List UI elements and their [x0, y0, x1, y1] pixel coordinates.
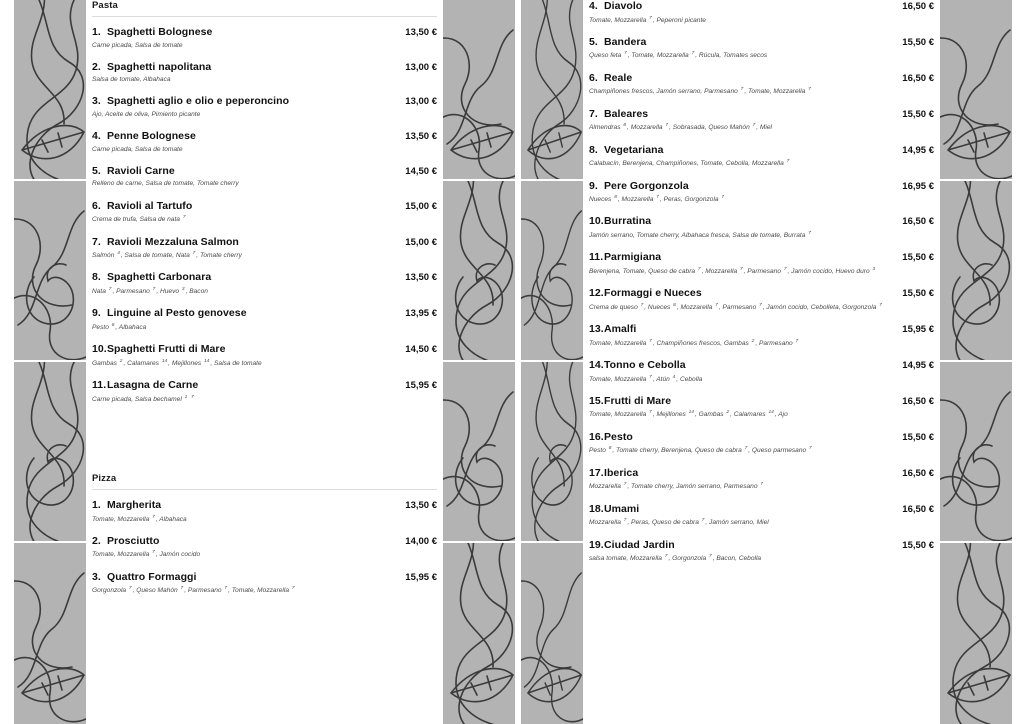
decorative-tile: [14, 543, 86, 724]
menu-item-price: 16,50 €: [902, 395, 934, 407]
menu-item: [92, 571, 437, 597]
menu-item-name: Ciudad Jardin: [604, 538, 675, 551]
menu-item-title: [589, 503, 639, 515]
menu-item-title: [589, 144, 664, 156]
menu-item-price: 14,50 €: [405, 165, 437, 177]
menu-item: [92, 307, 437, 333]
menu-item-number: 6.: [589, 71, 598, 84]
menu-item: [92, 236, 437, 262]
menu-item-price: 13,50 €: [405, 500, 437, 512]
menu-item-row: [92, 307, 437, 319]
menu-section: [92, 415, 437, 597]
menu-item-title: [589, 0, 642, 12]
menu-item-row: [589, 144, 934, 156]
decorative-tile: [443, 0, 515, 181]
menu-item-title: [589, 180, 689, 192]
menu-item-title: [589, 215, 651, 227]
menu-item-title: [589, 72, 632, 84]
menu-item-title: [92, 200, 192, 212]
menu-item-description: Crema de trufa, Salsa de nata $^7$: [92, 215, 186, 224]
menu-item-row: [92, 165, 437, 177]
menu-item-description: Pesto $^8$, Albahaca: [92, 322, 147, 331]
menu-item-description: Crema de queso $^7$, Nueces $^8$, Mozzarella $^7$, Parmesano $^7$, Jamón cocido, Cebolleta, Gorgonzola $^7$: [589, 302, 882, 311]
decorative-tile: [521, 181, 583, 362]
menu-item: [92, 271, 437, 297]
menu-item-row: [92, 236, 437, 248]
menu-item-name: Spaghetti napolitana: [107, 60, 212, 73]
menu-item: [589, 539, 934, 565]
menu-item-name: Spaghetti Frutti di Mare: [107, 343, 226, 356]
menu-item-number: 4.: [92, 130, 101, 143]
section-header-pasta: Pasta: [92, 0, 437, 17]
menu-item-name: Spaghetti aglio e olio e peperoncino: [107, 95, 290, 108]
menu-item-name: Pere Gorgonzola: [604, 179, 689, 192]
menu-item-title: [589, 108, 648, 120]
menu-item-number: 3.: [92, 95, 101, 108]
vegetable-line-art: [14, 362, 86, 543]
menu-item-title: [589, 539, 675, 551]
menu-item-description: Champiñones frescos, Jamón serrano, Parmesano $^7$, Tomate, Mozzarella $^7$: [589, 87, 811, 96]
menu-item: [92, 200, 437, 226]
menu-item-description: Calabacín, Berenjena, Champiñones, Tomate, Cebolla, Mozzarella $^7$: [589, 159, 790, 168]
menu-item-description: Queso feta $^7$, Tomate, Mozzarella $^7$, Rúcula, Tomates secos: [589, 51, 768, 60]
menu-item-name: Ravioli Carne: [107, 164, 175, 177]
decorative-tile: [940, 181, 1012, 362]
menu-page-left: [86, 0, 443, 724]
menu-item-row: [589, 0, 934, 12]
menu-item-description: Gorgonzola $^7$, Queso Mahón $^7$, Parmesano $^7$, Tomate, Mozzarella $^7$: [92, 586, 295, 595]
menu-item-price: 15,95 €: [405, 571, 437, 583]
menu-item-row: [589, 180, 934, 192]
menu-item-description: Jamón serrano, Tomate cherry, Albahaca fresca, Salsa de tomate, Burrata $^7$: [589, 230, 811, 240]
menu-item-name: Prosciutto: [107, 534, 160, 547]
menu-item-row: [589, 251, 934, 263]
menu-item-number: 9.: [92, 307, 101, 320]
section-header-pizza: Pizza: [92, 473, 437, 490]
menu-item-row: [92, 95, 437, 107]
menu-item-name: Burratina: [604, 215, 652, 228]
menu-item-number: 7.: [589, 107, 598, 120]
menu-item-description: Almendras $^8$, Mozzarella $^7$, Sobrasada, Queso Mahón $^7$, Miel: [589, 123, 773, 132]
menu-item-name: Bandera: [604, 35, 647, 48]
menu-item: [92, 165, 437, 190]
menu-item-description: Nata $^7$, Parmesano $^7$, Huevo $^3$, Bacon: [92, 286, 208, 296]
menu-item-price: 14,95 €: [902, 144, 934, 156]
menu-item-number: 5.: [92, 164, 101, 177]
menu-item-price: 15,00 €: [405, 200, 437, 212]
menu-item-number: 2.: [92, 534, 101, 547]
menu-item-row: [92, 130, 437, 142]
vegetable-line-art: [14, 0, 86, 181]
menu-item: [92, 26, 437, 51]
decorative-tile: [443, 181, 515, 362]
menu-item-title: [92, 343, 225, 355]
menu-item-number: 11.: [92, 379, 107, 392]
menu-item-price: 15,50 €: [902, 539, 934, 551]
menu-item-description: Mozzarella $^7$, Peras, Queso de cabra $^7$, Jamón serrano, Miel: [589, 518, 769, 527]
menu-item-title: [589, 251, 661, 263]
vegetable-line-art: [14, 543, 86, 724]
menu-item-number: 16.: [589, 430, 604, 443]
menu-item: [92, 499, 437, 525]
menu-section: [589, 0, 934, 565]
menu-item-name: Diavolo: [604, 0, 643, 12]
vegetable-line-art: [443, 362, 515, 543]
menu-item-title: [589, 36, 646, 48]
menu-item-row: [589, 467, 934, 479]
vegetable-line-art: [940, 362, 1012, 543]
menu-item-name: Reale: [604, 71, 633, 84]
menu-item-price: 16,50 €: [902, 467, 934, 479]
menu-item-price: 15,50 €: [902, 108, 934, 120]
menu-item: [589, 0, 934, 26]
vegetable-line-art: [521, 543, 583, 724]
menu-page-right: [583, 0, 940, 724]
menu-item-name: Formaggi e Nueces: [604, 287, 702, 300]
menu-item-description: Tomate, Mozzarella $^7$, Mejillones $^{14}$, Gambas $^2$, Calamares $^{14}$, Ajo: [589, 410, 788, 419]
menu-item-row: [92, 61, 437, 73]
menu-item: [589, 215, 934, 241]
menu-item-title: [92, 26, 212, 38]
menu-item-row: [589, 215, 934, 227]
menu-item: [92, 61, 437, 86]
menu-item-title: [92, 271, 211, 283]
menu-item-title: [92, 165, 175, 177]
menu-item-name: Iberica: [604, 466, 639, 479]
menu-item-description: Carne picada, Salsa de tomate: [92, 145, 183, 153]
menu-item-row: [589, 539, 934, 551]
menu-item-number: 2.: [92, 60, 101, 73]
menu-item-price: 16,95 €: [902, 180, 934, 192]
page-margin-left: [0, 0, 14, 724]
menu-item: [589, 431, 934, 457]
menu-item-row: [589, 72, 934, 84]
menu-item-name: Vegetariana: [604, 143, 664, 156]
decorative-tile: [14, 0, 86, 181]
menu-item-description: Tomate, Mozzarella $^7$, Peperoni picante: [589, 15, 706, 24]
menu-item-row: [92, 535, 437, 547]
menu-item-description: Carne picada, Salsa bechamel $^1$ $^7$: [92, 394, 194, 403]
menu-item-name: Parmigiana: [604, 251, 662, 264]
menu-item-number: 7.: [92, 235, 101, 248]
menu-item-name: Amalfi: [604, 323, 637, 336]
menu-item-name: Ravioli al Tartufo: [107, 199, 193, 212]
menu-item-description: Carne picada, Salsa de tomate: [92, 41, 183, 49]
menu-item-row: [92, 26, 437, 38]
menu-item-row: [589, 323, 934, 335]
menu-section: [92, 0, 437, 405]
menu-item-price: 15,50 €: [902, 431, 934, 443]
menu-item-price: 14,50 €: [405, 344, 437, 356]
menu-item-title: [92, 95, 289, 107]
decorative-pattern-gutter-left: [443, 0, 515, 724]
vegetable-line-art: [443, 181, 515, 362]
menu-item-number: 15.: [589, 394, 604, 407]
menu-item: [589, 144, 934, 170]
menu-item-price: 14,95 €: [902, 360, 934, 372]
menu-item-description: Berenjena, Tomate, Queso de cabra $^7$, Mozzarella $^7$, Parmesano $^7$, Jamón cocido, Huevo duro $^3$: [589, 266, 876, 276]
vegetable-line-art: [940, 181, 1012, 362]
decorative-tile: [940, 543, 1012, 724]
decorative-tile: [521, 0, 583, 181]
menu-item-price: 15,00 €: [405, 236, 437, 248]
menu-item-price: 16,50 €: [902, 216, 934, 228]
menu-item-price: 15,95 €: [405, 380, 437, 392]
menu-item: [589, 108, 934, 134]
menu-item-number: 10.: [92, 343, 107, 356]
menu-item-number: 12.: [589, 287, 604, 300]
menu-item-number: 10.: [589, 215, 604, 228]
menu-item-name: Pesto: [604, 430, 633, 443]
menu-item-description: Tomate, Mozzarella $^7$, Albahaca: [92, 514, 187, 523]
decorative-pattern-gutter-right: [521, 0, 583, 724]
vegetable-line-art: [521, 0, 583, 181]
menu-item: [589, 287, 934, 313]
menu-item-price: 13,50 €: [405, 131, 437, 143]
vegetable-line-art: [940, 0, 1012, 181]
menu-item-number: 9.: [589, 179, 598, 192]
menu-item-name: Quattro Formaggi: [107, 570, 197, 583]
vegetable-line-art: [521, 181, 583, 362]
page-margin-right: [1012, 0, 1024, 724]
decorative-tile: [14, 362, 86, 543]
menu-item-description: salsa tomate, Mozzarella $^7$, Gorgonzola $^7$, Bacon, Cebolla: [589, 554, 762, 563]
menu-item-title: [589, 359, 686, 371]
menu-item-number: 14.: [589, 359, 604, 372]
menu-item: [92, 535, 437, 561]
menu-item-description: Mozzarella $^7$, Tomate cherry, Jamón serrano, Parmesano $^7$: [589, 482, 763, 491]
menu-item: [589, 323, 934, 349]
decorative-tile: [521, 543, 583, 724]
decorative-tile: [940, 362, 1012, 543]
menu-item-title: [589, 467, 638, 479]
menu-item-description: Relleno de carne, Salsa de tomate, Tomate cherry: [92, 180, 239, 188]
decorative-tile: [940, 0, 1012, 181]
menu-item-price: 15,50 €: [902, 252, 934, 264]
menu-item-title: [92, 535, 159, 547]
menu-item-name: Spaghetti Bolognese: [107, 26, 213, 38]
menu-item-number: 18.: [589, 502, 604, 515]
menu-item-price: 13,00 €: [405, 96, 437, 108]
menu-item-description: Ajo, Aceite de oliva, Pimiento picante: [92, 110, 201, 118]
menu-item-title: [92, 571, 196, 583]
menu-item-name: Margherita: [107, 499, 162, 512]
menu-item-price: 15,50 €: [902, 288, 934, 300]
menu-item: [589, 359, 934, 385]
menu-item-price: 15,95 €: [902, 324, 934, 336]
menu-item-price: 16,50 €: [902, 1, 934, 12]
menu-item: [589, 180, 934, 206]
menu-item-title: [92, 499, 161, 511]
menu-item-row: [589, 503, 934, 515]
menu-item-title: [589, 323, 636, 335]
menu-item-number: 8.: [92, 271, 101, 284]
menu-item-number: 17.: [589, 466, 604, 479]
menu-item-row: [92, 343, 437, 355]
menu-item-number: 11.: [589, 251, 604, 264]
menu-item-price: 14,00 €: [405, 535, 437, 547]
menu-item-row: [589, 108, 934, 120]
menu-item-description: Gambas $^2$, Calamares $^{14}$, Mejillones $^{14}$, Salsa de tomate: [92, 358, 262, 367]
menu-item-row: [92, 200, 437, 212]
menu-item-row: [92, 271, 437, 283]
menu-item-title: [92, 130, 196, 142]
menu-item-number: 6.: [92, 199, 101, 212]
menu-item-price: 13,50 €: [405, 27, 437, 38]
menu-item-name: Spaghetti Carbonara: [107, 271, 212, 284]
menu-item-description: Salmón $^4$, Salsa de tomate, Nata $^7$, Tomate cherry: [92, 251, 242, 260]
menu-item-name: Penne Bolognese: [107, 130, 196, 143]
menu-item-number: 19.: [589, 538, 604, 551]
menu-item: [589, 503, 934, 529]
menu-item: [92, 343, 437, 369]
menu-item-title: [92, 379, 198, 391]
menu-item-row: [589, 36, 934, 48]
menu-item-row: [589, 431, 934, 443]
menu-item-price: 16,50 €: [902, 72, 934, 84]
menu-item-name: Linguine al Pesto genovese: [107, 307, 247, 320]
menu-item-number: 1.: [92, 26, 101, 38]
decorative-tile: [443, 543, 515, 724]
section-spacer: [92, 415, 437, 473]
menu-item: [589, 467, 934, 493]
menu-item-name: Frutti di Mare: [604, 394, 672, 407]
vegetable-line-art: [521, 362, 583, 543]
menu-item-row: [92, 499, 437, 511]
decorative-tile: [14, 181, 86, 362]
menu-item-row: [589, 395, 934, 407]
menu-item-description: Salsa de tomate, Albahaca: [92, 76, 171, 84]
menu-item-number: 5.: [589, 35, 598, 48]
menu-item-price: 16,50 €: [902, 503, 934, 515]
menu-item-title: [92, 236, 239, 248]
menu-item-number: 1.: [92, 499, 101, 512]
vegetable-line-art: [940, 543, 1012, 724]
menu-item: [92, 95, 437, 120]
menu-item-title: [589, 395, 671, 407]
decorative-pattern-right: [940, 0, 1012, 724]
menu-item-description: Tomate, Mozzarella $^7$, Champiñones frescos, Gambas $^2$, Parmesano $^7$: [589, 338, 799, 347]
menu-item-price: 13,50 €: [405, 272, 437, 284]
vegetable-line-art: [443, 0, 515, 181]
menu-item: [589, 251, 934, 277]
menu-item-description: Tomate, Mozzarella $^7$, Atún $^4$, Cebolla: [589, 374, 703, 383]
menu-item-row: [92, 379, 437, 391]
menu-item-title: [92, 307, 247, 319]
menu-item-row: [589, 359, 934, 371]
menu-item-price: 13,95 €: [405, 308, 437, 320]
menu-item-title: [589, 287, 702, 299]
menu-item-description: Tomate, Mozzarella $^7$, Jamón cocido: [92, 550, 201, 559]
menu-item: [92, 379, 437, 405]
menu-item-name: Ravioli Mezzaluna Salmon: [107, 235, 239, 248]
menu-item-description: Nueces $^8$, Mozzarella $^7$, Peras, Gorgonzola $^7$: [589, 195, 725, 204]
menu-item: [589, 395, 934, 421]
menu-item: [92, 130, 437, 155]
menu-item-description: Pesto $^8$, Tomate cherry, Berenjena, Queso de cabra $^7$, Queso parmesano $^7$: [589, 446, 812, 455]
vegetable-line-art: [443, 543, 515, 724]
menu-item-number: 13.: [589, 323, 604, 336]
menu-item-title: [589, 431, 633, 443]
menu-item-number: 4.: [589, 0, 598, 12]
decorative-tile: [521, 362, 583, 543]
menu-item-price: 15,50 €: [902, 36, 934, 48]
menu-item-price: 13,00 €: [405, 61, 437, 73]
menu-item-title: [92, 61, 211, 73]
decorative-pattern-left: [14, 0, 86, 724]
menu-item-row: [589, 287, 934, 299]
menu-item-number: 3.: [92, 570, 101, 583]
decorative-tile: [443, 362, 515, 543]
menu-item-number: 8.: [589, 143, 598, 156]
menu-item-name: Lasagna de Carne: [107, 379, 199, 392]
menu-item-name: Umami: [604, 502, 640, 515]
menu-item: [589, 36, 934, 62]
menu-item: [589, 72, 934, 98]
menu-item-name: Tonno e Cebolla: [604, 359, 686, 372]
menu-item-name: Baleares: [604, 107, 649, 120]
menu-item-row: [92, 571, 437, 583]
vegetable-line-art: [14, 181, 86, 362]
